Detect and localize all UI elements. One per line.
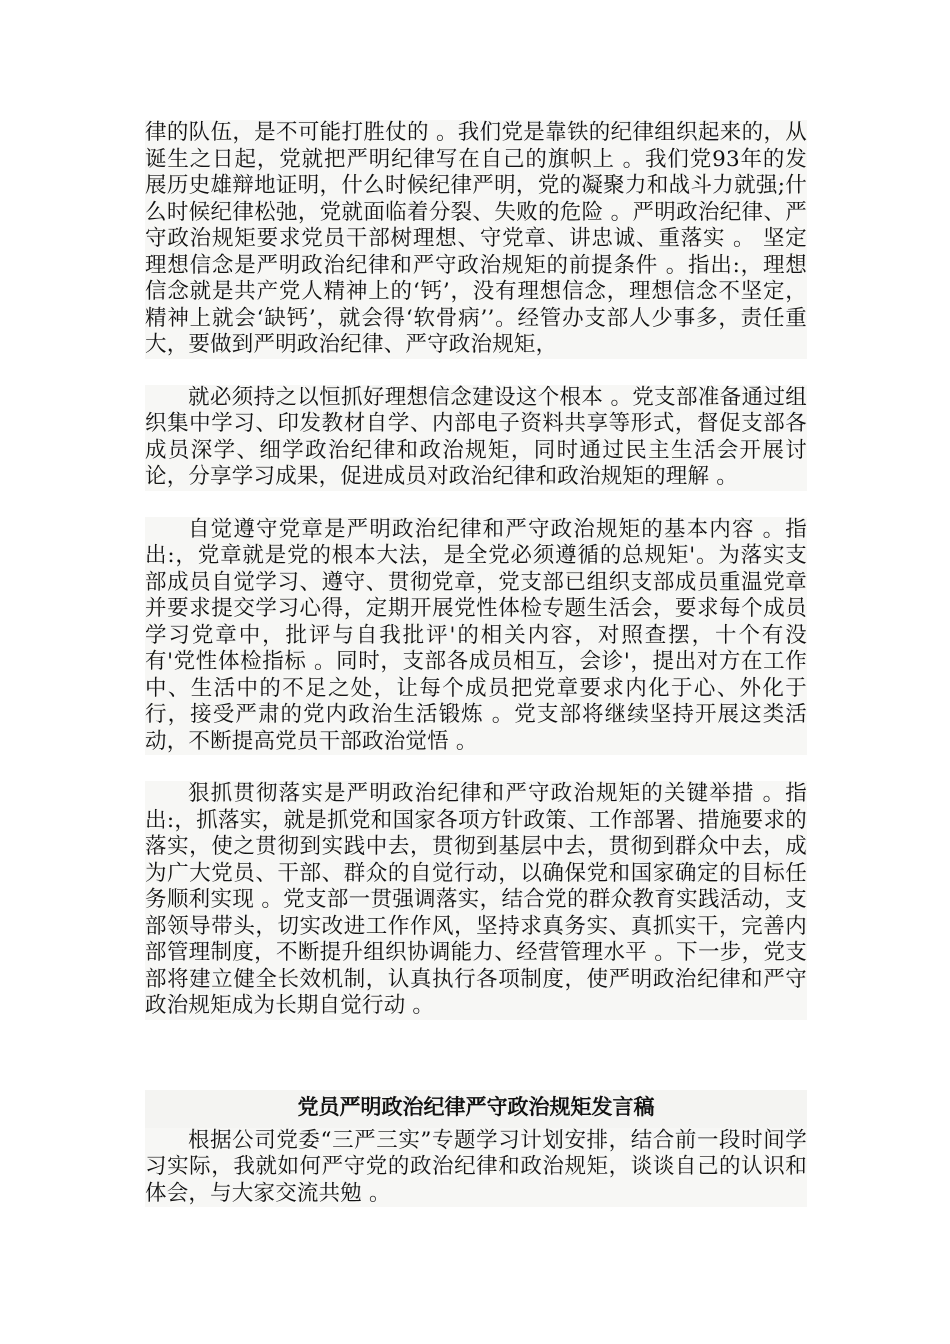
paragraph-block-2 <box>145 385 807 491</box>
section-title: 党员严明政治纪律严守政治规矩发言稿 <box>145 1090 807 1128</box>
paragraph-gap <box>145 359 807 385</box>
section-gap <box>145 1020 807 1090</box>
paragraph-gap <box>145 755 807 781</box>
paragraph-block-5 <box>145 1128 807 1208</box>
paragraph: 根据公司党委“三严三实”专题学习计划安排，结合前一段时间学习实际，我就如何严守党的政治纪律和政治规矩，谈谈自己的认识和体会，与大家交流共勉 。 <box>145 1127 807 1206</box>
paragraph: 就必须持之以恒抓好理想信念建设这个根本 。党支部准备通过组织集中学习、印发教材自学、内部电子资料共享等形式，督促支部各成员深学、细学政治纪律和政治规矩，同时通过民主生活会开展讨论，分享学习成果，促进成员对政治纪律和政治规矩的理解 。 <box>145 384 807 489</box>
paragraph: 自觉遵守党章是严明政治纪律和严守政治规矩的基本内容 。指出:，党章就是党的根本大法，是全党必须遵循的总规矩'。为落实支部成员自觉学习、遵守、贯彻党章，党支部已组织支部成员重温党章并要求提交学习心得，定期开展党性体检专题生活会，要求每个成员学习党章中，批评与自我批评'的相关内容，对照查摆，十个有没有'党性体检指标 。同时，支部各成员相互，会诊'，提出对方在工作中、生活中的不足之处，让每个成员把党章要求内化于心、外化于行，接受严肃的党内政治生活锻炼 。党支部将继续坚持开展这类活动，不断提高党员干部政治觉悟 。 <box>145 516 807 754</box>
paragraph: 狠抓贯彻落实是严明政治纪律和严守政治规矩的关键举措 。指出:，抓落实，就是抓党和国家各项方针政策、工作部署、措施要求的落实，使之贯彻到实践中去，贯彻到基层中去，贯彻到群众中去，成为广大党员、干部、群众的自觉行动，以确保党和国家确定的目标任务顺利实现 。党支部一贯强调落实，结合党的群众教育实践活动，支部领导带头，切实改进工作作风，坚持求真务实、真抓实干，完善内部管理制度，不断提升组织协调能力、经营管理水平 。下一步，党支部将建立健全长效机制，认真执行各项制度，使严明政治纪律和严守政治规矩成为长期自觉行动 。 <box>145 781 807 1018</box>
paragraph-block-1 <box>145 120 807 359</box>
paragraph-block-3 <box>145 517 807 756</box>
paragraph-gap <box>145 491 807 517</box>
paragraph: 律的队伍，是不可能打胜仗的 。我们党是靠铁的纪律组织起来的，从诞生之日起，党就把严明纪律写在自己的旗帜上 。我们党93年的发展历史雄辩地证明，什么时候纪律严明，党的凝聚力和战斗力就强;什么时候纪律松弛，党就面临着分裂、失败的危险 。严明政治纪律、严守政治规矩要求党员干部树理想、守党章、讲忠诚、重落实 。 坚定理想信念是严明政治纪律和严守政治规矩的前提条件 。指出:，理想信念就是共产党人精神上的‘钙’，没有理想信念，理想信念不坚定，精神上就会‘缺钙’，就会得‘软骨病’’。经管办支部人少事多，责任重大，要做到严明政治纪律、严守政治规矩， <box>145 120 807 357</box>
document-page <box>145 120 807 1207</box>
paragraph-block-4 <box>145 781 807 1020</box>
